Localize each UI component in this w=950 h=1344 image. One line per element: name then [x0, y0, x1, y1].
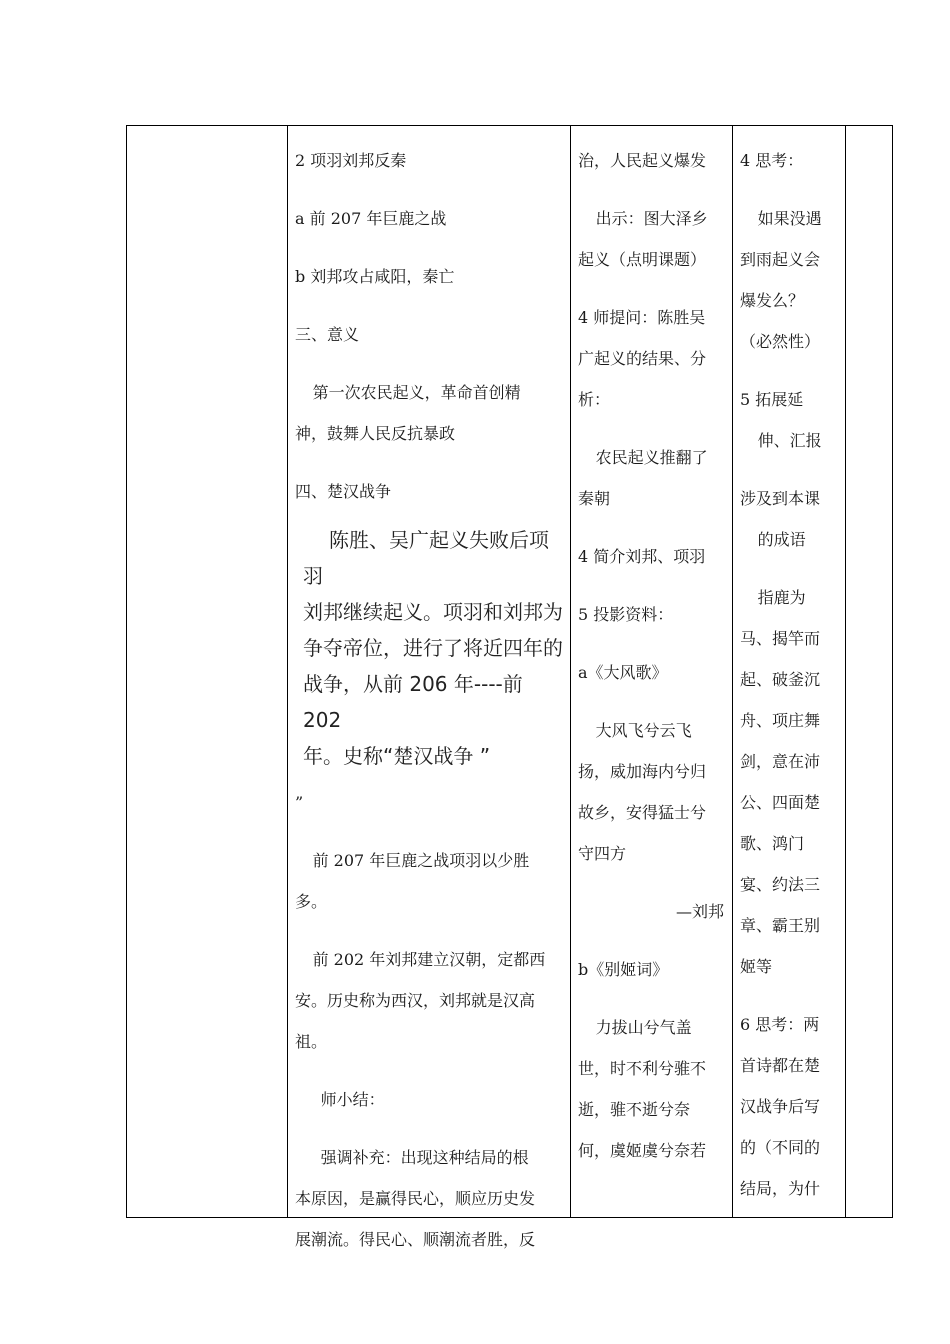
poem-line: 何，虞姬虞兮奈若 [578, 1141, 707, 1160]
lesson-plan-table [126, 125, 893, 1249]
content-line: 6 思考：两 [740, 1015, 820, 1034]
content-line: （必然性） [740, 332, 821, 351]
image-text-line: 年。史称“楚汉战争 ” [303, 744, 491, 768]
content-line: 涉及到本课 [740, 489, 821, 508]
content-line: 剑，意在沛 [740, 752, 821, 771]
image-text-line: 陈胜、吴广起义失败后项羽 [303, 528, 549, 588]
content-line: 多。 [295, 892, 328, 911]
content-line: 结局，为什 [740, 1179, 821, 1198]
content-line: 5 投影资料： [578, 605, 674, 624]
section-heading: 三、意义 [295, 325, 360, 344]
poem-author: —刘邦 [675, 902, 724, 921]
content-line: 章、霸王别 [740, 916, 821, 935]
content-line: 4 思考： [740, 151, 804, 170]
image-text-line: 刘邦继续起义。项羽和刘邦为 [303, 600, 563, 624]
content-line: 治，人民起义爆发 [578, 151, 707, 170]
content-line: 歌、鸿门 [740, 834, 805, 853]
content-line: 4 师提问：陈胜吴 [578, 308, 706, 327]
section-heading: 四、楚汉战争 [295, 482, 392, 501]
poem-line: 大风飞兮云飞 [595, 721, 692, 740]
column-content [295, 126, 567, 1249]
content-line: ” [295, 793, 304, 812]
content-line: 展潮流。得民心、顺潮流者胜，反 [295, 1230, 536, 1249]
content-line: 析： [578, 390, 611, 409]
column-divider [732, 126, 733, 1217]
content-line: 公、四面楚 [740, 793, 821, 812]
poem-line: 世，时不利兮骓不 [578, 1059, 707, 1078]
poem-line: 守四方 [578, 844, 627, 863]
content-line: 首诗都在楚 [740, 1056, 821, 1075]
poem-line: 逝，骓不逝兮奈 [578, 1100, 691, 1119]
content-line: 起义（点明课题） [578, 250, 707, 269]
content-line: 指鹿为 [757, 588, 806, 607]
content-line: 汉战争后写 [740, 1097, 821, 1116]
content-line: 伸、汇报 [757, 431, 822, 450]
content-line: 到雨起义会 [740, 250, 821, 269]
content-line: 如果没遇 [757, 209, 822, 228]
content-line: 前 207 年巨鹿之战项羽以少胜 [312, 851, 530, 870]
content-line: 2 项羽刘邦反秦 [295, 151, 407, 170]
content-line: 姬等 [740, 957, 773, 976]
content-line: b 刘邦攻占咸阳，秦亡 [295, 267, 455, 286]
embedded-text-image [295, 522, 567, 774]
content-line: 第一次农民起义，革命首创精 [312, 383, 521, 402]
content-line: 的成语 [757, 530, 806, 549]
content-line: 马、揭竿而 [740, 629, 821, 648]
content-line: 强调补充：出现这种结局的根 [320, 1148, 529, 1167]
content-line: b《别姬词》 [578, 960, 669, 979]
poem-line: 故乡，安得猛士兮 [578, 803, 707, 822]
content-line: 本原因，是赢得民心，顺应历史发 [295, 1189, 536, 1208]
content-line: 5 拓展延 [740, 390, 804, 409]
content-line: 安。历史称为西汉，刘邦就是汉高 [295, 991, 536, 1010]
content-line: 出示：图大泽乡 [595, 209, 708, 228]
content-line: 神，鼓舞人民反抗暴政 [295, 424, 456, 443]
content-line: 祖。 [295, 1032, 328, 1051]
image-text-line: 争夺帝位，进行了将近四年的 [303, 636, 563, 660]
content-line: 爆发么？ [740, 291, 805, 310]
image-text-line: 战争，从前 206 年----前 202 [303, 672, 523, 732]
poem-line: 力拔山兮气盖 [595, 1018, 692, 1037]
content-line: 宴、约法三 [740, 875, 821, 894]
content-line: 舟、项庄舞 [740, 711, 821, 730]
poem-line: 扬，威加海内兮归 [578, 762, 707, 781]
content-line: 的（不同的 [740, 1138, 821, 1157]
content-line: 前 202 年刘邦建立汉朝，定都西 [312, 950, 546, 969]
content-line: 广起义的结果、分 [578, 349, 707, 368]
column-student-activity [740, 126, 842, 1217]
content-line: 4 简介刘邦、项羽 [578, 547, 706, 566]
content-line: a《大风歌》 [578, 663, 668, 682]
content-line: 师小结： [320, 1090, 385, 1109]
column-empty-left [127, 126, 287, 1217]
content-line: a 前 207 年巨鹿之战 [295, 209, 447, 228]
column-divider [570, 126, 571, 1217]
column-divider [287, 126, 288, 1217]
content-line: 农民起义推翻了 [595, 448, 708, 467]
content-line: 秦朝 [578, 489, 611, 508]
column-empty-right [846, 126, 892, 1217]
content-line: 起、破釜沉 [740, 670, 821, 689]
column-teacher-activity [578, 126, 728, 1217]
